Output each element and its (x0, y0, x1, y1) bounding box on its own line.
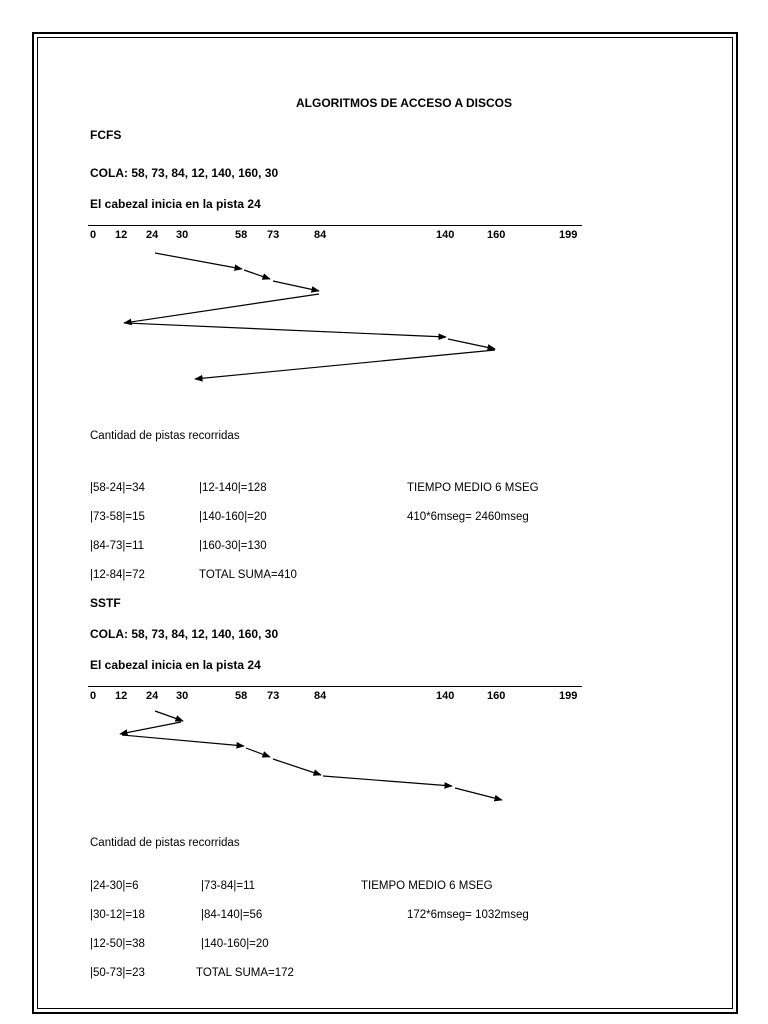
sstf-tick: 199 (559, 690, 578, 702)
sstf-tick: 58 (235, 690, 248, 702)
fcfs-tick: 73 (267, 229, 280, 241)
sstf-calc-row: |140-160|=20 (201, 938, 269, 950)
fcfs-calc-row: |12-84|=72 (90, 569, 145, 581)
sstf-tick: 0 (90, 690, 97, 702)
sstf-arrow-140-160 (455, 788, 502, 800)
fcfs-calc-row: |140-160|=20 (199, 511, 267, 523)
sstf-calc-row: |73-84|=11 (201, 880, 256, 892)
sstf-calc-row: |84-140|=56 (201, 909, 263, 921)
fcfs-tiempo-label: TIEMPO MEDIO 6 MSEG (407, 482, 539, 494)
sstf-tick: 12 (115, 690, 128, 702)
sstf-total: TOTAL SUMA=172 (196, 967, 294, 979)
sstf-heading: SSTF (90, 596, 121, 610)
document-title: ALGORITMOS DE ACCESO A DISCOS (296, 96, 513, 110)
sstf-cola: COLA: 58, 73, 84, 12, 140, 160, 30 (90, 627, 279, 641)
sstf-tick: 30 (176, 690, 189, 702)
fcfs-tick: 160 (487, 229, 506, 241)
fcfs-calc-row: |73-58|=15 (90, 511, 145, 523)
sstf-cantidad-label: Cantidad de pistas recorridas (90, 837, 240, 849)
sstf-calc-row: |50-73|=23 (90, 967, 145, 979)
fcfs-tick: 199 (559, 229, 578, 241)
fcfs-calc-row: |160-30|=130 (199, 540, 267, 552)
fcfs-tick: 24 (146, 229, 159, 241)
fcfs-cantidad-label: Cantidad de pistas recorridas (90, 430, 240, 442)
fcfs-tiempo-calc: 410*6mseg= 2460mseg (407, 511, 529, 523)
fcfs-tick: 30 (176, 229, 189, 241)
fcfs-heading: FCFS (90, 128, 122, 142)
sstf-inicio: El cabezal inicia en la pista 24 (90, 658, 261, 672)
sstf-tick: 140 (436, 690, 455, 702)
sstf-arrow-73-84 (273, 759, 321, 775)
sstf-arrow-24-30 (155, 711, 183, 721)
sstf-tiempo-label: TIEMPO MEDIO 6 MSEG (361, 880, 493, 892)
sstf-tiempo-calc: 172*6mseg= 1032mseg (407, 909, 529, 921)
fcfs-total: TOTAL SUMA=410 (199, 569, 297, 581)
sstf-arrows (120, 711, 502, 800)
fcfs-tick: 58 (235, 229, 248, 241)
fcfs-tick: 140 (436, 229, 455, 241)
sstf-tick: 84 (314, 690, 327, 702)
fcfs-cola: COLA: 58, 73, 84, 12, 140, 160, 30 (90, 166, 279, 180)
fcfs-calc-row: |58-24|=34 (90, 482, 145, 494)
sstf-calc-row: |12-50|=38 (90, 938, 145, 950)
fcfs-tick: 12 (115, 229, 128, 241)
sstf-calc-row: |30-12|=18 (90, 909, 145, 921)
sstf-tick: 160 (487, 690, 506, 702)
sstf-arrow-58-73 (246, 748, 270, 757)
fcfs-calc-row: |84-73|=11 (90, 540, 145, 552)
sstf-arrow-12-58 (122, 735, 244, 746)
fcfs-inicio: El cabezal inicia en la pista 24 (90, 197, 261, 211)
sstf-arrow-30-12 (120, 722, 181, 734)
sstf-tick: 24 (146, 690, 159, 702)
fcfs-tick: 84 (314, 229, 327, 241)
sstf-arrow-84-140 (323, 776, 452, 786)
fcfs-calc-row: |12-140|=128 (199, 482, 267, 494)
sstf-tick: 73 (267, 690, 280, 702)
sstf-calc-row: |24-30|=6 (90, 880, 139, 892)
fcfs-tick: 0 (90, 229, 97, 241)
